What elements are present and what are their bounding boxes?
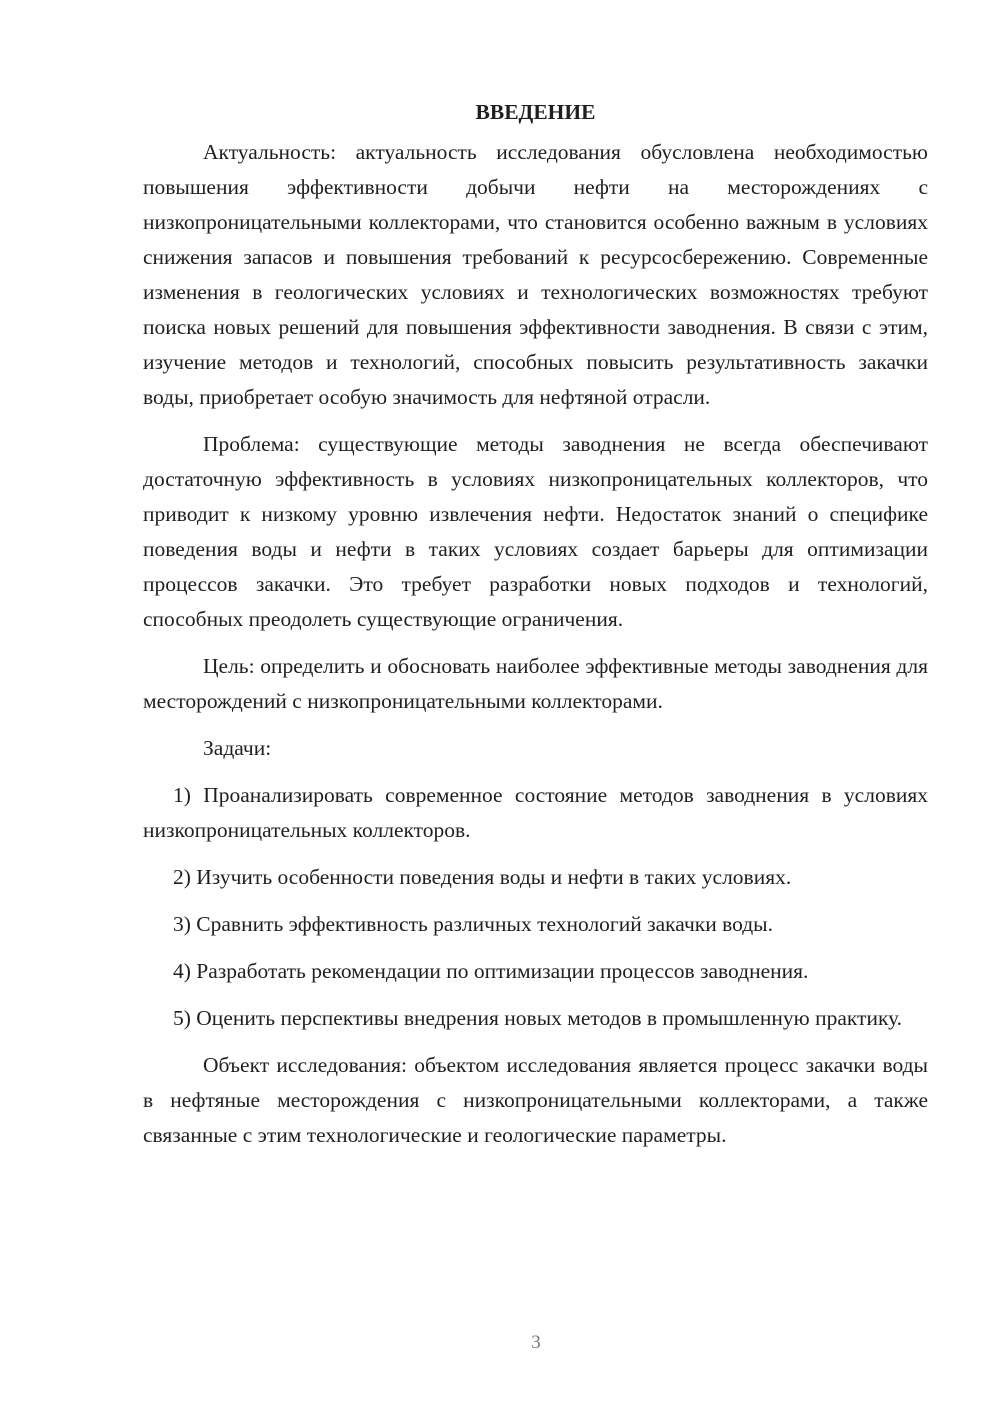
tasks-list <box>143 778 928 1036</box>
paragraph-tasks-heading: Задачи: <box>203 736 272 760</box>
page-number: 3 <box>531 1332 541 1353</box>
paragraph-problem: Проблема: существующие методы заводнения не всегда обеспечивают достаточную эффективность в условиях низкопроницательных коллекторов, что приводит к низкому уровню извлечения нефти. Недостаток знаний о специфике поведения воды и нефти в таких условиях создает барьеры для оптимизации процессов закачки. Это требует разработки новых подходов и технологий, способных преодолеть существующие ограничения. <box>143 432 928 631</box>
list-item: 1) Проанализировать современное состояние методов заводнения в условиях низкопроницательных коллекторов. <box>143 783 928 842</box>
paragraph-goal: Цель: определить и обосновать наиболее эффективные методы заводнения для месторождений с низкопроницательными коллекторами. <box>143 654 928 713</box>
list-item: 4) Разработать рекомендации по оптимизации процессов заводнения. <box>173 959 809 983</box>
list-item: 2) Изучить особенности поведения воды и нефти в таких условиях. <box>173 865 792 889</box>
list-item: 3) Сравнить эффективность различных технологий закачки воды. <box>173 912 774 936</box>
page-title: ВВЕДЕНИЕ <box>475 100 596 124</box>
paragraph-relevance: Актуальность: актуальность исследования обусловлена необходимостью повышения эффективности добычи нефти на месторождениях с низкопроницательными коллекторами, что становится особенно важным в условиях снижения запасов и повышения требований к ресурсосбережению. Современные изменения в геологических условиях и технологических возможностях требуют поиска новых решений для повышения эффективности заводнения. В связи с этим, изучение методов и технологий, способных повысить результативность закачки воды, приобретает особую значимость для нефтяной отрасли. <box>143 140 928 409</box>
paragraph-object: Объект исследования: объектом исследования является процесс закачки воды в нефтяные месторождения с низкопроницательными коллекторами, а также связанные с этим технологические и геологические параметры. <box>143 1053 928 1147</box>
list-item: 5) Оценить перспективы внедрения новых методов в промышленную практику. <box>173 1006 903 1030</box>
document-page <box>143 95 928 1165</box>
